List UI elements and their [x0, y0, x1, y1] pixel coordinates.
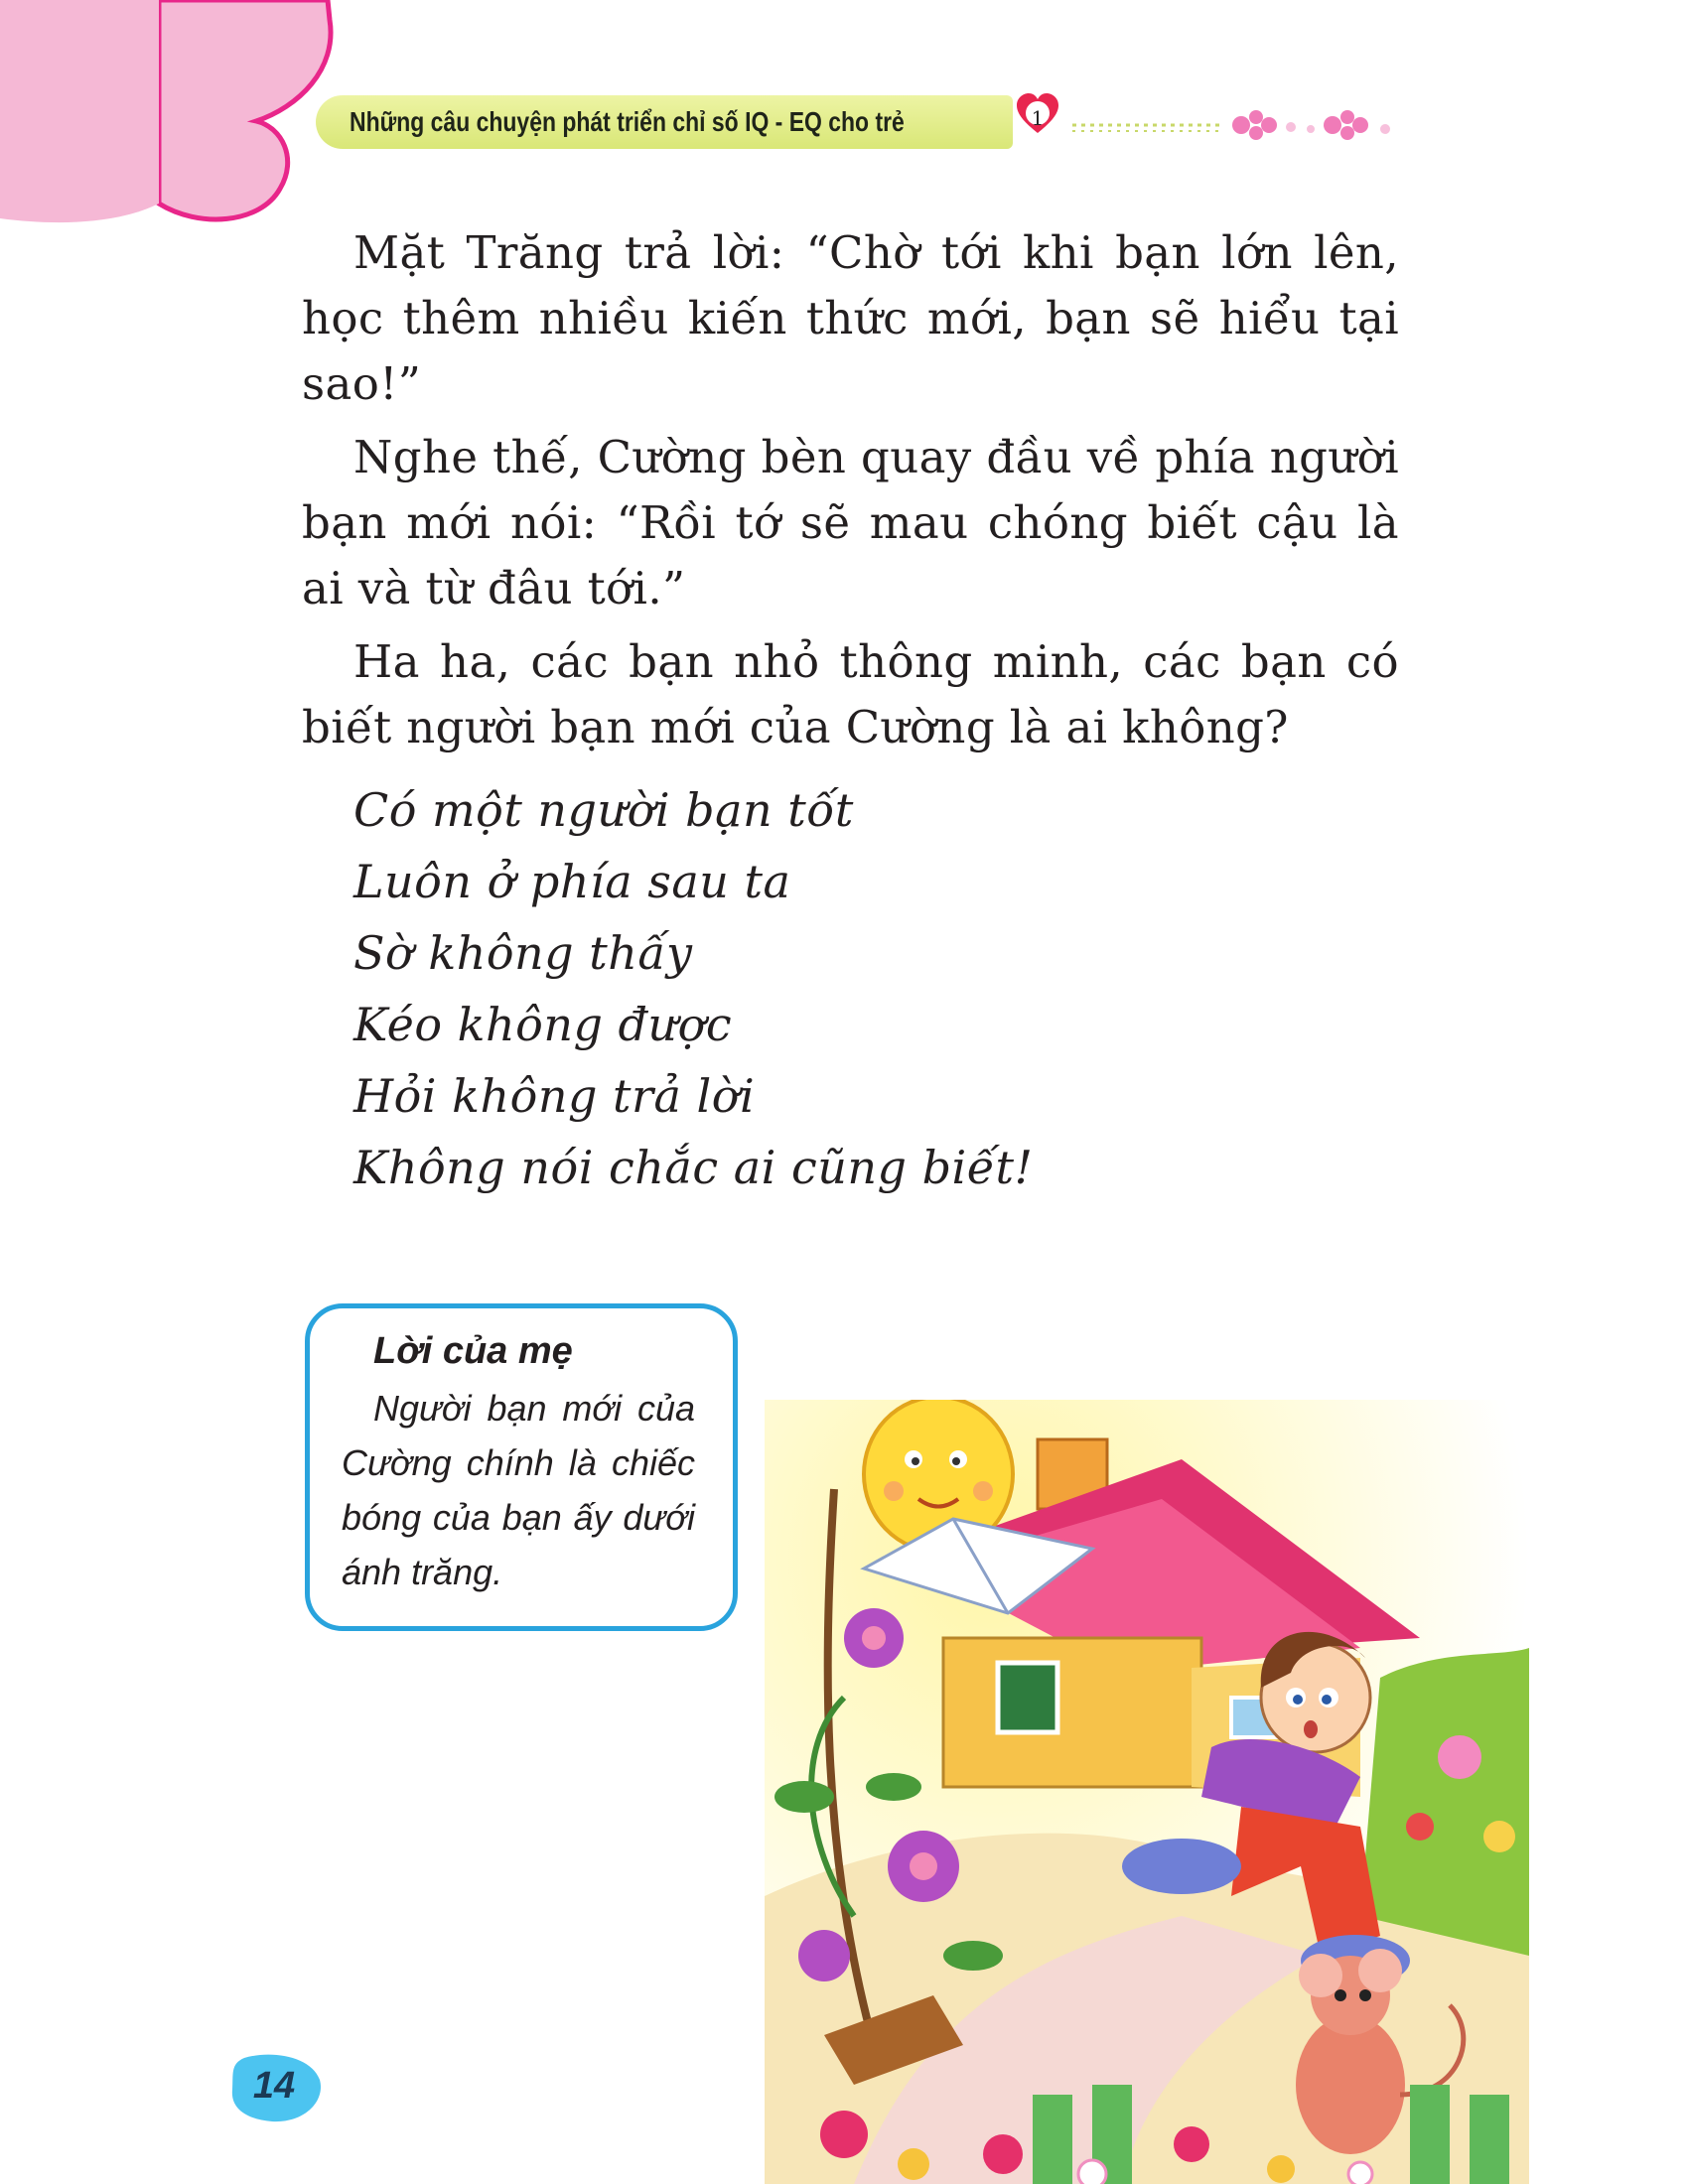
- note-text: Người bạn mới của Cường chính là chiếc bóng của bạn ấy dưới ánh trăng.: [342, 1388, 695, 1592]
- paragraph: Mặt Trăng trả lời: “Chờ tới khi bạn lớn lên, học thêm nhiều kiến thức mới, bạn sẽ hiểu tại sao!”: [302, 226, 1399, 410]
- header-dotted-flourish: [1072, 95, 1400, 155]
- riddle-poem: [302, 774, 1399, 1203]
- chapter-number: 1: [1031, 106, 1045, 130]
- poem-line: Có một người bạn tốt: [353, 783, 854, 837]
- poem-line: Kéo không được: [353, 998, 733, 1051]
- mother-note-box: [305, 1303, 738, 1631]
- paragraph: Ha ha, các bạn nhỏ thông minh, các bạn có biết người bạn mới của Cường là ai không?: [302, 635, 1399, 753]
- poem-line: Luôn ở phía sau ta: [353, 855, 791, 908]
- poem-line: Không nói chắc ai cũng biết!: [353, 1141, 1034, 1194]
- note-title: Lời của mẹ: [373, 1330, 573, 1372]
- header-title-band: [316, 95, 1013, 149]
- story-illustration: [765, 1400, 1529, 2184]
- corner-flower-decoration: [0, 0, 338, 238]
- story-text: [302, 220, 1399, 1203]
- page-number: 14: [252, 2065, 296, 2107]
- poem-line: Hỏi không trả lời: [353, 1069, 756, 1123]
- poem-line: Sờ không thấy: [353, 926, 693, 980]
- paragraph: Nghe thế, Cường bèn quay đầu về phía người bạn mới nói: “Rồi tớ sẽ mau chóng biết cậu là ai và từ đâu tới.”: [302, 431, 1399, 614]
- book-series-title: Những câu chuyện phát triển chỉ số IQ - EQ cho trẻ: [350, 106, 905, 137]
